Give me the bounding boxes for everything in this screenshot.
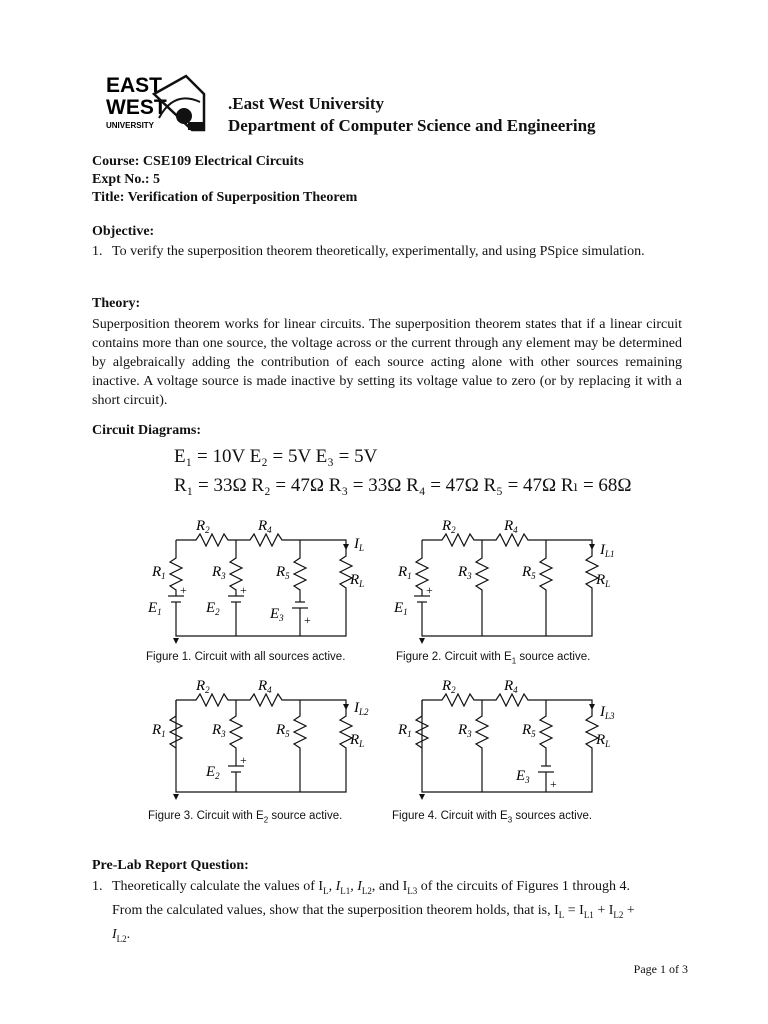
svg-text:RL: $R_L$ <box>350 732 365 749</box>
svg-text:+: + <box>550 777 557 791</box>
svg-text:IL3: $I_{L3}$ <box>600 704 615 721</box>
r2-label: $R_2$ <box>196 518 210 535</box>
figure-3-circuit <box>140 672 370 807</box>
figure-2-circuit <box>386 510 616 650</box>
theory-heading: Theory: <box>92 296 141 311</box>
rl-label: $R_L$ <box>350 572 365 589</box>
university-logo <box>104 72 214 136</box>
svg-text:+: + <box>240 753 247 767</box>
svg-text:IL1: $I_{L1}$ <box>600 542 615 559</box>
svg-text:R3: $R_3$ <box>458 564 472 581</box>
prelab-question: 1. Theoretically calculate the values of $I_L$, $I_{L1}$, $I_{L2}$, and $I_{L3}$ of the circuits of Figures 1 through 4. From the calculated values, show that the superposition theorem holds, that is, $I_L = I_{L1} + I_{L2}$ + $I_{L2}$. <box>92 879 635 944</box>
svg-text:R4: $R_4$ <box>504 518 518 535</box>
r3-label: $R_3$ <box>212 564 226 581</box>
svg-text:+: + <box>304 613 311 627</box>
svg-text:R4: $R_4$ <box>258 678 272 695</box>
il-label: $I_L$ <box>354 536 365 553</box>
svg-text:E3: $E_3$ <box>516 768 530 785</box>
svg-text:R2: $R_2$ <box>442 678 456 695</box>
r1-label: $R_1$ <box>152 564 166 581</box>
figure-3-caption: Figure 3. Circuit with $E_2$ source active. <box>148 810 343 825</box>
svg-text:+: + <box>240 583 247 597</box>
svg-text:IL2: $I_{L2}$ <box>354 700 369 717</box>
resistor-values-equation: R₁ = 33Ω R₂ = 47Ω R₃ = 33Ω R₄ = 47Ω R₅ = 47Ω Rₗ = 68Ω <box>174 475 632 496</box>
circuit-diagrams-heading: Circuit Diagrams: <box>92 423 201 438</box>
svg-text:UNIVERSITY: UNIVERSITY <box>106 121 155 130</box>
e2-label: $E_2$ <box>206 600 220 617</box>
e1-label: $E_1$ <box>148 600 162 617</box>
figure-4-circuit <box>386 672 616 807</box>
svg-text:R5: $R_5$ <box>276 722 290 739</box>
svg-text:R3: $R_3$ <box>458 722 472 739</box>
svg-text:E1: $E_1$ <box>394 600 408 617</box>
expt-line: Expt No.: 5 <box>92 172 161 187</box>
university-name: .East West University <box>228 94 384 113</box>
svg-text:R4: $R_4$ <box>504 678 518 695</box>
e3-label: $E_3$ <box>270 606 284 623</box>
svg-text:R2: $R_2$ <box>196 678 210 695</box>
prelab-heading: Pre-Lab Report Question: <box>92 858 249 873</box>
figure-4-caption: Figure 4. Circuit with $E_3$ sources active. <box>392 810 593 825</box>
svg-text:R2: $R_2$ <box>442 518 456 535</box>
svg-text:R1: $R_1$ <box>398 722 412 739</box>
svg-text:R5: $R_5$ <box>522 564 536 581</box>
svg-text:R3: $R_3$ <box>212 722 226 739</box>
title-line: Title: Verification of Superposition Theorem <box>92 190 358 205</box>
source-values-equation: E₁ = 10V E₂ = 5V E₃ = 5V <box>174 446 378 467</box>
svg-text:+: + <box>426 583 433 597</box>
svg-text:E2: $E_2$ <box>206 764 220 781</box>
objective-item: 1. To verify the superposition theorem theoretically, experimentally, and using PSpice simulation. <box>92 244 645 259</box>
svg-text:RL: $R_L$ <box>596 732 611 749</box>
svg-text:R1: $R_1$ <box>398 564 412 581</box>
figure-2-caption: Figure 2. Circuit with $E_1$ source active. <box>396 651 591 666</box>
objective-heading: Objective: <box>92 224 155 239</box>
svg-text:EAST: EAST <box>106 74 163 97</box>
page-number: Page 1 of 3 <box>633 962 688 976</box>
svg-text:R1: $R_1$ <box>152 722 166 739</box>
course-line: Course: CSE109 Electrical Circuits <box>92 154 304 169</box>
theory-paragraph: Superposition theorem works for linear circuits. The superposition theorem states that if a linear circuit contains more than one source, the voltage across or the current through any element may be determined by algebraically adding the contribution of each source acting alone with other sources remaining inactive. A voltage source is made inactive by setting its voltage value to zero (or by replacing it with a short circuit). <box>92 317 682 408</box>
svg-text:+: + <box>180 583 187 597</box>
r5-label: $R_5$ <box>276 564 290 581</box>
figure-1-caption: Figure 1. Circuit with all sources active. <box>146 651 346 663</box>
svg-text:WEST: WEST <box>106 96 167 119</box>
svg-text:RL: $R_L$ <box>596 572 611 589</box>
r4-label: $R_4$ <box>258 518 272 535</box>
figure-1-circuit <box>140 510 370 650</box>
svg-text:R5: $R_5$ <box>522 722 536 739</box>
department-name: Department of Computer Science and Engineering <box>228 116 596 135</box>
